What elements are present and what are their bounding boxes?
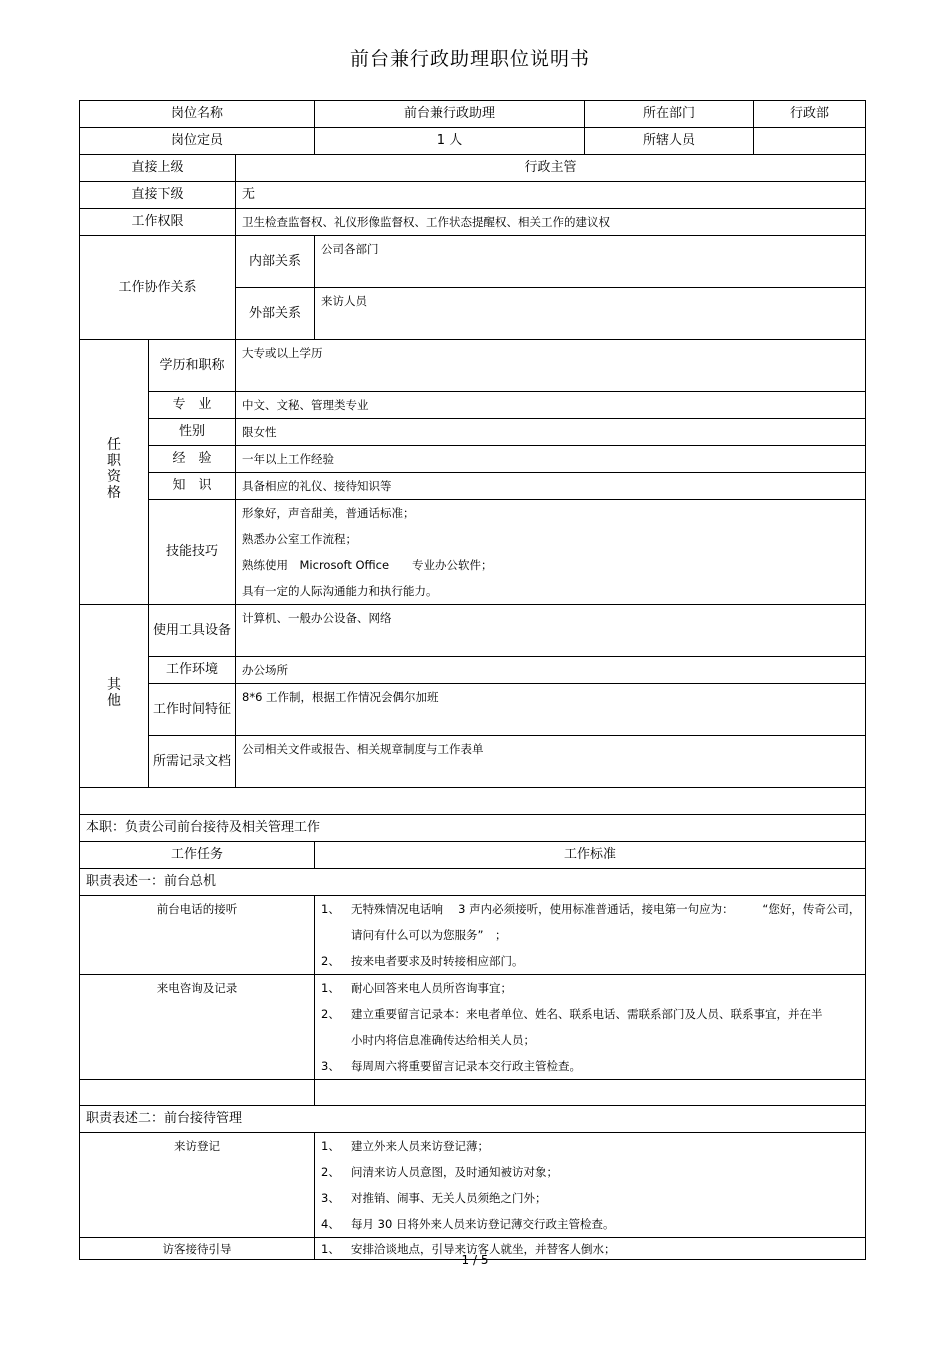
value-skills: 形象好，声音甜美，普通话标准； 熟悉办公室工作流程； 熟练使用 Microsoft Office 专业办公软件； 具有一定的人际沟通能力和执行能力。 — [236, 500, 866, 605]
value-experience: 一年以上工作经验 — [236, 446, 866, 473]
row-blank-1 — [80, 788, 866, 815]
label-internal: 内部关系 — [236, 236, 315, 288]
label-external: 外部关系 — [236, 288, 315, 340]
value-department: 行政部 — [790, 106, 830, 121]
label-position-name: 岗位名称 — [80, 101, 315, 128]
label-worktime: 工作时间特征 — [149, 684, 236, 736]
row-collab-internal — [80, 236, 866, 288]
label-gender: 性别 — [149, 419, 236, 446]
label-direct-subordinate: 直接下级 — [80, 182, 236, 209]
row-section-1 — [80, 869, 866, 896]
task-consult: 来电咨询及记录 — [80, 975, 315, 1080]
value-headcount: 1 人 — [315, 128, 585, 155]
row-tools — [80, 605, 866, 657]
row-docs — [80, 736, 866, 788]
duty-summary: 本职：负责公司前台接待及相关管理工作 — [80, 815, 866, 842]
label-docs: 所需记录文档 — [149, 736, 236, 788]
row-blank-2 — [80, 1080, 866, 1106]
value-gender: 限女性 — [236, 419, 866, 446]
row-environment — [80, 657, 866, 684]
value-major: 中文、文秘、管理类专业 — [236, 392, 866, 419]
row-skills — [80, 500, 866, 605]
value-docs: 公司相关文件或报告、相关规章制度与工作表单 — [236, 736, 866, 788]
value-tools: 计算机、一般办公设备、网络 — [236, 605, 866, 657]
value-external: 来访人员 — [315, 288, 866, 340]
task-visit: 来访登记 — [80, 1133, 315, 1238]
label-knowledge: 知 识 — [149, 473, 236, 500]
label-education: 学历和职称 — [149, 340, 236, 392]
standard-visit: 1、 建立外来人员来访登记薄； 2、 问清来访人员意图，及时通知被访对象； 3、 对推销、闹事、无关人员须绝之门外； 4、 每月 30 日将外来人员来访登记薄交行政主管检查。 — [315, 1133, 866, 1238]
label-collaboration: 工作协作关系 — [80, 236, 236, 340]
row-consult — [80, 975, 866, 1080]
row-superior — [80, 155, 866, 182]
task-phone: 前台电话的接听 — [80, 896, 315, 975]
standard-consult: 1、 耐心回答来电人员所咨询事宜； 2、 建立重要留言记录本：来电者单位、姓名、联系电话、需联系部门及人员、联系事宜，并在半 小时内将信息准确传达给相关人员； 3、 每周周六将重要留言记录本交行政主管检查。 — [315, 975, 866, 1080]
value-direct-subordinate: 无 — [236, 182, 866, 209]
label-tools: 使用工具设备 — [149, 605, 236, 657]
standard-guide: 1、 安排洽谈地点，引导来访客人就坐，并替客人倒水； — [315, 1238, 866, 1260]
row-section-2 — [80, 1106, 866, 1133]
row-gender — [80, 419, 866, 446]
label-headcount: 岗位定员 — [80, 128, 315, 155]
label-authority: 工作权限 — [80, 209, 236, 236]
value-education: 大专或以上学历 — [236, 340, 866, 392]
value-position-name: 前台兼行政助理 — [315, 101, 585, 128]
label-skills: 技能技巧 — [149, 500, 236, 605]
label-experience: 经 验 — [149, 446, 236, 473]
value-internal: 公司各部门 — [315, 236, 866, 288]
label-environment: 工作环境 — [149, 657, 236, 684]
label-subordinates: 所辖人员 — [585, 128, 754, 154]
label-qualifications: 任职资格 — [80, 340, 149, 605]
value-knowledge: 具备相应的礼仪、接待知识等 — [236, 473, 866, 500]
page-title: 前台兼行政助理职位说明书 — [349, 48, 590, 70]
value-environment: 办公场所 — [236, 657, 866, 684]
row-phone — [80, 896, 866, 975]
header-task: 工作任务 — [80, 842, 315, 869]
row-authority — [80, 209, 866, 236]
row-headcount — [80, 128, 866, 155]
section-2-title: 职责表述二：前台接待管理 — [80, 1106, 866, 1133]
row-worktime — [80, 684, 866, 736]
row-education — [80, 340, 866, 392]
header-standard: 工作标准 — [315, 842, 866, 869]
row-direct-subordinate — [80, 182, 866, 209]
row-visit — [80, 1133, 866, 1238]
job-description-table — [79, 100, 866, 1260]
label-department: 所在部门 — [585, 101, 754, 127]
row-major — [80, 392, 866, 419]
label-other: 其他 — [80, 605, 149, 788]
row-duty-summary — [80, 815, 866, 842]
value-subordinates — [754, 128, 866, 154]
row-position — [80, 101, 866, 128]
label-superior: 直接上级 — [80, 155, 236, 182]
row-duty-headers — [80, 842, 866, 869]
row-experience — [80, 446, 866, 473]
value-superior: 行政主管 — [236, 155, 866, 182]
label-major: 专 业 — [149, 392, 236, 419]
task-guide: 访客接待引导 — [80, 1238, 315, 1260]
section-1-title: 职责表述一：前台总机 — [80, 869, 866, 896]
row-knowledge — [80, 473, 866, 500]
page-number: 1 / 5 — [461, 1253, 489, 1267]
value-worktime: 8*6 工作制，根据工作情况会偶尔加班 — [236, 684, 866, 736]
value-authority: 卫生检查监督权、礼仪形像监督权、工作状态提醒权、相关工作的建议权 — [236, 209, 866, 236]
standard-phone: 1、 无特殊情况电话响 3 声内必须接听，使用标准普通话，接电第一句应为： “您好，传奇公司， 请问有什么可以为您服务” ； 2、 按来电者要求及时转接相应部门。 — [315, 896, 866, 975]
